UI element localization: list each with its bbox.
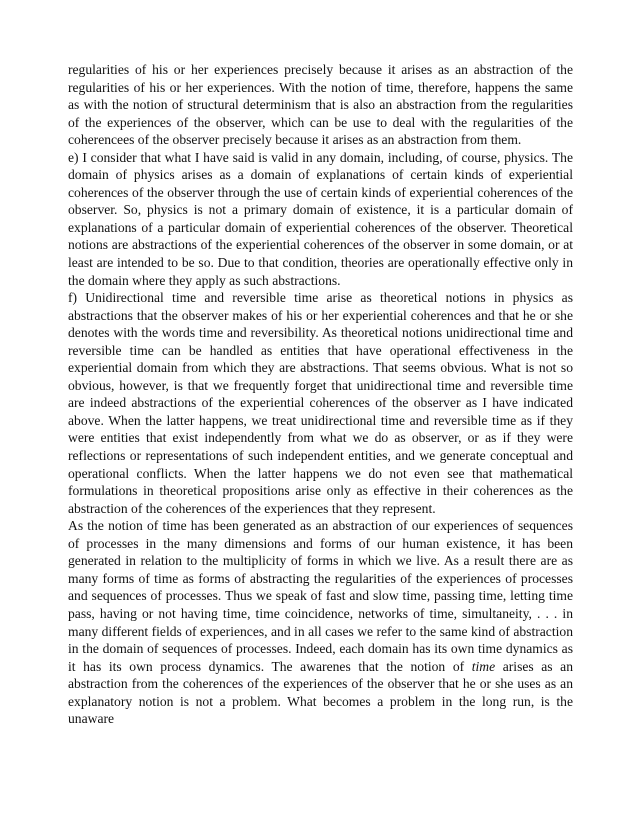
- paragraph-text-after-emphasis: arises as an abstraction from the coherences of the experiences of the observer that he or she uses as an explanatory notion is not a problem. What becomes a problem in the long run, is the unaware: [68, 658, 574, 727]
- document-page: [68, 61, 573, 728]
- emphasized-word-time: time: [471, 658, 496, 674]
- paragraph-e: e) I consider that what I have said is valid in any domain, including, of course, physics. The domain of physics arises as a domain of explanations of certain kinds of experiential coherences of the observer through the use of certain kinds of experiential coherences of the observer. So, physics is not a primary domain of existence, it is a particular domain of explanations of a particular domain of experiential coherences of the observer. Theoretical notions are abstractions of the experiential coherences of the observer in some domain, or at least are intended to be so. Due to that condition, theories are operationally effective only in the domain where they apply as such abstractions.: [68, 149, 573, 288]
- paragraph-continued: regularities of his or her experiences precisely because it arises as an abstraction of the regularities of his or her experiences. With the notion of time, therefore, happens the same as with the notion of structural determinism that is also an abstraction from the regularities of the experiences of the observer, which can be use to deal with the regularities of the coherencees of the observer precisely because it arises as an abstraction from them.: [68, 62, 573, 148]
- paragraph-f: f) Unidirectional time and reversible time arise as theoretical notions in physics as abstractions that the observer makes of his or her experiential coherences and that he or she denotes with the words time and reversibility. As theoretical notions unidirectional time and reversible time can be handled as entities that have operational effectiveness in the experiential domain from which they are abstractions. That seems obvious. What is not so obvious, however, is that we frequently forget that unidirectional time and reversible time are indeed abstractions of the experiential coherences of the observer as I have indicated above. When the latter happens, we treat unidirectional time and reversible time as if they were entities that exist independently from what we do as observer, or as if they were reflections or representations of such independent entities, and we generate conceptual and operational conflicts. When the latter happens we do not even see that mathematical formulations in theoretical propositions arise only as effective in their coherences as the abstraction of the coherences of the experiences that they represent.: [68, 290, 573, 516]
- paragraph-text-before-emphasis: As the notion of time has been generated as an abstraction of our experiences of sequences of processes in the many dimensions and forms of our human existence, it has been generated in relation to the multiplicity of forms in which we live. As a result there are as many forms of time as forms of abstracting the regularities of the experiences of processes and sequences of processes. Thus we speak of fast and slow time, passing time, letting time pass, having or not having time, time coincidence, networks of time, simultaneity, . . . in many different fields of experiences, and in all cases we refer to the same kind of abstraction in the domain of sequences of processes. Indeed, each domain has its own time dynamics as it has its own process dynamics. The awarenes that the notion of: [68, 518, 573, 674]
- paragraph-time-notion: [68, 517, 573, 728]
